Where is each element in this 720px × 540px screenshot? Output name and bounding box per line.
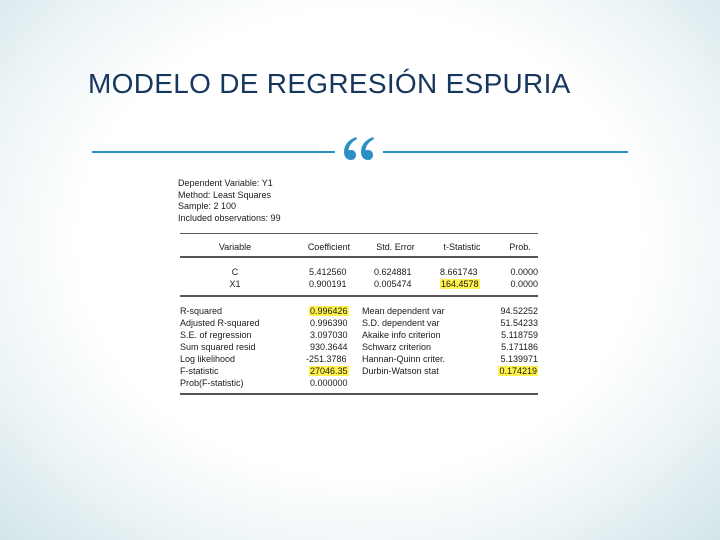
meta-observations: Included observations: 99 [178,212,281,223]
stat-label2: S.D. dependent var [362,318,440,328]
stat-label: Prob(F-statistic) [180,378,244,388]
table-top-rule [180,233,538,234]
stat-value: 0.000000 [310,378,348,388]
coef-prob: 0.0000 [510,267,538,277]
highlighted-value: 0.174219 [499,366,537,376]
stat-label2: Schwarz criterion [362,342,432,352]
highlighted-value: 164.4578 [441,279,479,289]
header-prob: Prob. [509,242,531,252]
regression-output [178,178,540,388]
coef-coefficient: 5.412560 [309,267,347,277]
coef-std-error: 0.624881 [374,267,412,277]
coef-prob: 0.0000 [510,279,538,289]
coef-t-stat: 8.661743 [440,267,478,277]
stat-value: 930.3644 [310,342,348,352]
stat-value [309,365,349,377]
header-coefficient: Coefficient [307,242,351,252]
meta-sample: Sample: 2 100 [178,201,237,211]
quote-icon [340,133,380,167]
stat-value [309,305,349,317]
coef-t-stat [440,278,480,290]
coef-variable: X1 [229,279,241,289]
stat-value2: 5.171186 [501,342,538,352]
title-divider-left [92,151,335,153]
stat-value2 [478,365,538,377]
stat-value: -251.3786 [306,354,347,364]
stat-value: 3.097030 [310,330,348,340]
meta-block [178,178,540,224]
header-variable: Variable [218,242,252,252]
stat-label2: Hannan-Quinn criter. [362,354,446,364]
meta-method: Method: Least Squares [178,189,272,200]
slide-title: MODELO DE REGRESIÓN ESPURIA [88,68,571,99]
header-std-error: Std. Error [376,242,415,252]
coef-coefficient: 0.900191 [309,279,347,289]
coef-bottom-rule [180,295,538,297]
table-bottom-rule [180,393,538,395]
highlighted-value: 27046.35 [310,366,348,376]
stat-value2: 5.118759 [501,330,538,340]
stat-label2: Mean dependent var [362,306,445,316]
stat-value: 0.996390 [310,318,348,328]
stat-label: S.E. of regression [180,330,252,340]
stat-label: Log likelihood [180,354,236,364]
coef-variable: C [231,267,239,277]
stat-label: Adjusted R-squared [180,318,260,328]
stat-value2: 94.52252 [500,306,538,316]
header-bottom-rule [180,256,538,258]
coef-std-error: 0.005474 [374,279,412,289]
stat-label: Sum squared resid [180,342,256,352]
stat-label2: Akaike info criterion [362,330,441,340]
header-t-statistic: t-Statistic [443,242,481,252]
stat-label2: Durbin-Watson stat [362,366,439,376]
meta-dependent-variable: Dependent Variable: Y1 [178,178,273,188]
stat-value2: 51.54233 [500,318,538,328]
stat-label: R-squared [180,306,223,316]
title-divider-right [383,151,628,153]
stat-value2: 5.139971 [500,354,538,364]
stat-label: F-statistic [180,366,219,376]
highlighted-value: 0.996426 [310,306,348,316]
